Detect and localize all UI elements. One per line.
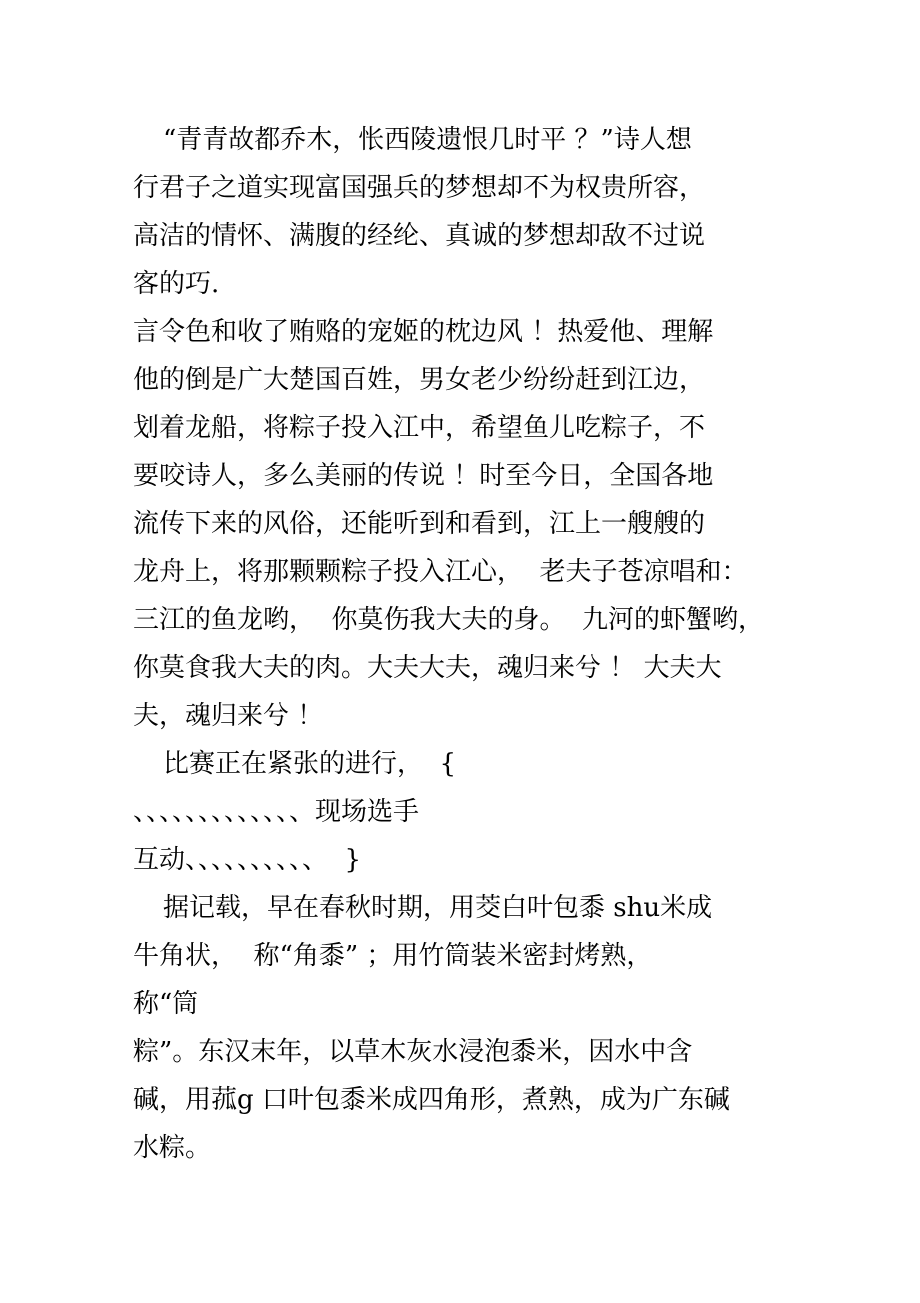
text-line: 、、、、、、、、、、、、、现场选手 [133,797,420,827]
text-line: 碱，用菰g 口叶包黍米成四角形，煮熟，成为广东碱 [133,1085,730,1115]
text-line: 划着龙船，将粽子投入江中，希望鱼儿吃粽子，不 [133,413,706,443]
text-line: 龙舟上，将那颗颗粽子投入江心， 老夫子苍凉唱和： [133,557,748,587]
text-line: 要咬诗人，多么美丽的传说 ！时至今日，全国各地 [133,461,714,491]
text-line: 比赛正在紧张的进行， { [163,749,457,779]
text-line: 称“筒 [133,989,199,1019]
text-line: “青青故都乔木，怅西陵遗恨几时平 ？”诗人想 [163,125,692,155]
text-line: 互动、、、、、、、、、、 } [133,845,362,875]
text-line: 据记载，早在春秋时期，用茭白叶包黍 shu米成 [163,893,713,923]
text-line: 言令色和收了贿赂的宠姬的枕边风 ！热爱他、理解 [133,317,714,347]
text-line: 水粽。 [133,1133,212,1163]
text-line: 他的倒是广大楚国百姓，男女老少纷纷赶到江边， [133,365,706,395]
text-line: 粽”。东汉末年，以草木灰水浸泡黍米，因水中含 [133,1037,693,1067]
text-line: 你莫食我大夫的肉。大夫大夫，魂归来兮 ！ 大夫大 [133,653,722,683]
text-line: 三江的鱼龙哟， 你莫伤我大夫的身。 九河的虾蟹哟， [133,605,765,635]
text-line: 行君子之道实现富国强兵的梦想却不为权贵所容， [133,173,706,203]
text-line: 流传下来的风俗，还能听到和看到，江上一艘艘的 [133,509,706,539]
text-line: 客的巧. [133,269,220,299]
text-line: 高洁的情怀、满腹的经纶、真诚的梦想却敌不过说 [133,221,706,251]
text-line: 牛角状， 称“角黍” ；用竹筒装米密封烤熟， [133,941,653,971]
text-line: 夫，魂归来兮 ！ [133,701,324,731]
